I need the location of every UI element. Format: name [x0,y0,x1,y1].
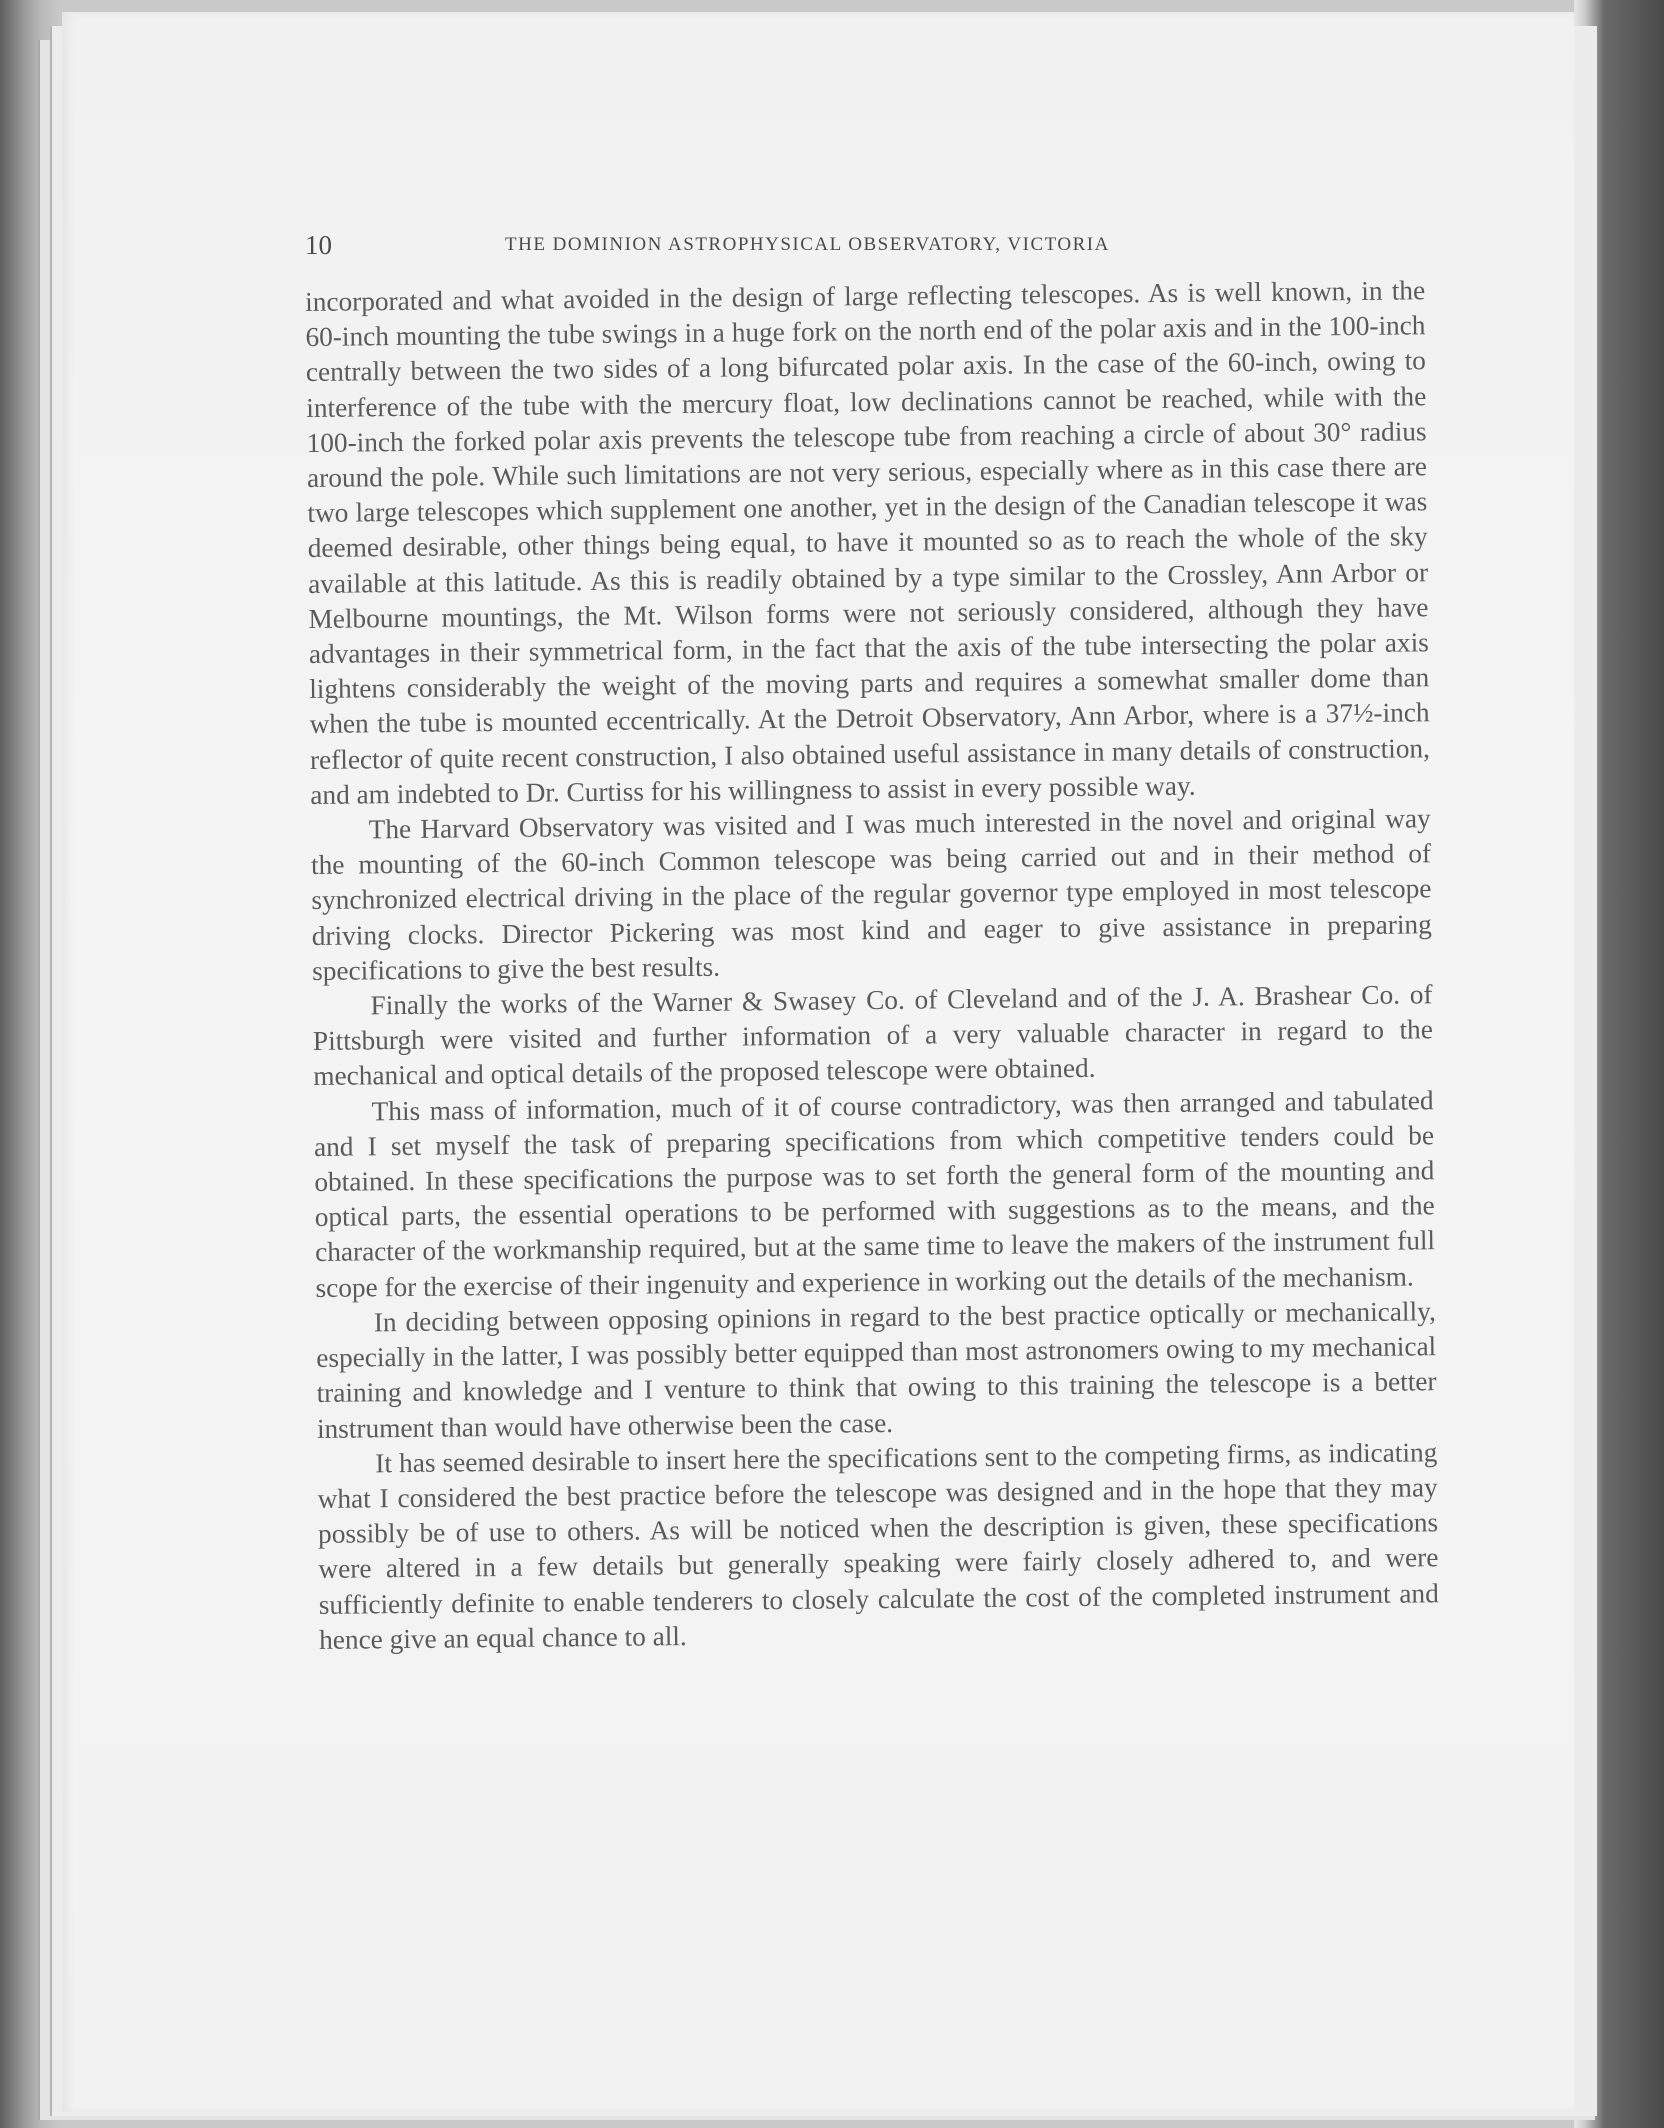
page-number: 10 [305,230,332,260]
body-text [305,273,1439,1658]
running-title: THE DOMINION ASTROPHYSICAL OBSERVATORY, VICTORIA [505,234,1110,255]
paragraph-4: This mass of information, much of it of course contradictory, was then arranged and tabulated and I set myself the task of preparing specifications from which competitive tenders could be obtained. In these specifications the purpose was to set forth the general form of the mounting and optical parts, the essential operations to be performed with suggestions as to the means, and the character of the workmanship required, but at the same time to leave the makers of the instrument full scope for the exercise of their ingenuity and experience in working out the details of the mechanism. [313,1084,1436,1303]
paragraph-5: In deciding between opposing opinions in regard to the best practice optically or mechanically, especially in the latter, I was possibly better equipped than most astronomers owing to my mechanical training and knowledge and I venture to think that owing to this training the telescope is a better instrument than would have otherwise been the case. [316,1296,1437,1444]
paragraph-6: It has seemed desirable to insert here the specifications sent to the competing firms, as indicating what I considered the best practice before the telescope was designed and in the hope that they may possibly be of use to others. As will be noticed when the description is given, these specifications were altered in a few details but generally speaking were fairly closely adhered to, and were sufficiently definite to enable tenderers to closely calculate the cost of the completed instrument and hence give an equal chance to all. [317,1436,1439,1655]
paragraph-2: The Harvard Observatory was visited and I was much interested in the novel and original way the mounting of the 60-inch Common telescope was being carried out and in their method of synchronized electrical driving in the place of the regular governor type employed in most telescope driving clocks. Director Pickering was most kind and eager to give assistance in preparing specifications to give the best results. [310,803,1432,986]
paragraph-3: Finally the works of the Warner & Swasey Co. of Cleveland and of the J. A. Brashear Co. of Pittsburgh were visited and further information of a very valuable character in regard to the mechanical and optical details of the proposed telescope were obtained. [312,979,1434,1092]
paragraph-1: incorporated and what avoided in the design of large reflecting telescopes. As is well known, in the 60-inch mounting the tube swings in a huge fork on the north end of the polar axis and in the 100-inch centrally between the two sides of a long bifurcated polar axis. In the case of the 60-inch, owing to interference of the tube with the mercury float, low declinations cannot be reached, while with the 100-inch the forked polar axis prevents the telescope tube from reaching a circle of about 30° radius around the pole. While such limitations are not very serious, especially where as in this case there are two large telescopes which supplement one another, yet in the design of the Canadian telescope it was deemed desirable, other things being equal, to have it mounted so as to reach the whole of the sky available at this latitude. As this is readily obtained by a type similar to the Crossley, Ann Arbor or Melbourne mountings, the Mt. Wilson forms were not seriously considered, although they have advantages in their symmetrical form, in the fact that the axis of the tube intersecting the polar axis lightens considerably the weight of the moving parts and requires a somewhat smaller dome than when the tube is mounted eccentrically. At the Detroit Observatory, Ann Arbor, where is a 37½-inch reflector of quite recent construction, I also obtained useful assistance in many details of construction, and am indebted to Dr. Curtiss for his willingness to assist in every possible way. [305,275,1431,810]
running-head [305,226,1415,266]
